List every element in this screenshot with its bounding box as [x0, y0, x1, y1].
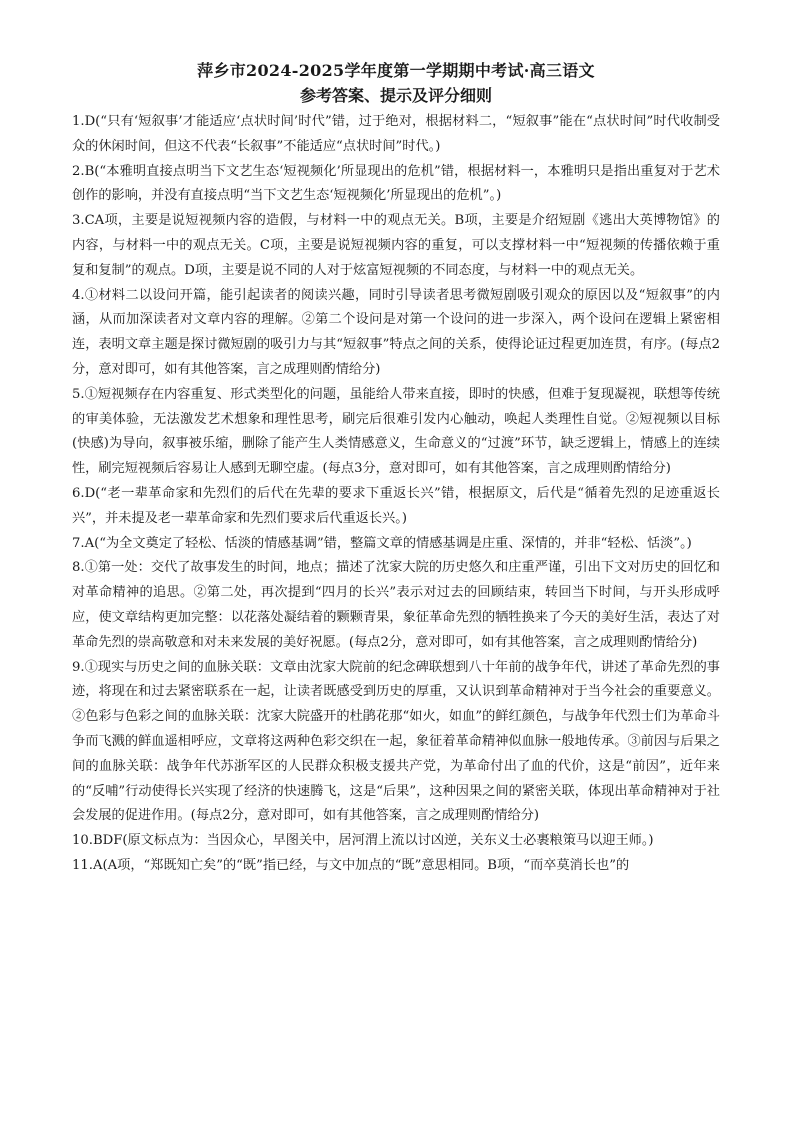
answer-item-8: 8.①第一处：交代了故事发生的时间，地点；描述了沈家大院的历史悠久和庄重严谨，引出下文对历史的回忆和对革命精神的追思。②第二处，再次提到“四月的长兴”表示对过去的回顾结束，转回当下时间，与开头形成呼应，使文章结构更加完整：以花落处凝结着的颗颗青果，象征革命先烈的牺牲换来了今天的美好生活，表达了对革命先烈的崇高敬意和对未来发展的美好祝愿。(每点2分，意对即可，如有其他答案，言之成理则酌情给分) [72, 560, 720, 650]
answer-item-1: 1.D(“只有‘短叙事’才能适应‘点状时间’时代”错，过于绝对，根据材料二，“短叙事”能在“点状时间”时代收制受众的休闲时间，但这不代表“长叙事”不能适应“点状时间”时代。) [72, 114, 720, 154]
answer-item-11: 11.A(A项，“郑既知亡矣”的“既”指已经，与文中加点的“既”意思相同。B项，“而卒莫消长也”的 [72, 857, 630, 873]
answer-item-4: 4.①材料二以设问开篇，能引起读者的阅读兴趣，同时引导读者思考微短剧吸引观众的原因以及“短叙事”的内涵，从而加深读者对文章内容的理解。②第二个设问是对第一个设问的进一步深入，两个设问在逻辑上紧密相连，表明文章主题是探讨微短剧的吸引力与其“短叙事”特点之间的关系，使得论证过程更加连贯，有序。(每点2分，意对即可，如有其他答案，言之成理则酌情给分) [72, 287, 720, 377]
exam-title: 萍乡市2024-2025学年度第一学期期中考试·高三语文 [197, 61, 595, 80]
answer-key-subtitle: 参考答案、提示及评分细则 [299, 86, 492, 105]
answer-key-page [72, 58, 720, 879]
answer-item-7: 7.A(“为全文奠定了轻松、恬淡的情感基调”错，整篇文章的情感基调是庄重、深情的，并非“轻松、恬淡”。) [72, 535, 692, 551]
answer-item-10: 10.BDF(原文标点为：当因众心，早图关中，居河渭上流以讨凶逆，关东义士必裹粮策马以迎王师。) [72, 833, 654, 849]
answer-item-9: 9.①现实与历史之间的血脉关联：文章由沈家大院前的纪念碑联想到八十年前的战争年代，讲述了革命先烈的事迹，将现在和过去紧密联系在一起，让读者既感受到历史的厚重，又认识到革命精神对于当今社会的重要意义。②色彩与色彩之间的血脉关联：沈家大院盛开的杜鹃花那“如火，如血”的鲜红颜色，与战争年代烈士们为革命斗争而飞溅的鲜血遥相呼应，文章将这两种色彩交织在一起，象征着革命精神似血脉一般地传承。③前因与后果之间的血脉关联：战争年代苏浙军区的人民群众积极支援共产党，为革命付出了血的代价，这是“前因”，近年来的“反哺”行动使得长兴实现了经济的快速腾飞，这是“后果”，这种因果之间的紧密关联，体现出革命精神对于社会发展的促进作用。(每点2分，意对即可，如有其他答案，言之成理则酌情给分) [72, 659, 720, 824]
answer-item-6: 6.D(“老一辈革命家和先烈们的后代在先辈的要求下重返长兴”错，根据原文，后代是“循着先烈的足迹重返长兴”，并未提及老一辈革命家和先烈们要求后代重返长兴。) [72, 485, 720, 526]
answer-item-2: 2.B(“本雅明直接点明当下文艺生态‘短视频化’所显现出的危机”错，根据材料一，本雅明只是指出重复对于艺术创作的影响，并没有直接点明“当下文艺生态‘短视频化’所显现出的危机”。) [72, 163, 720, 204]
answer-item-5: 5.①短视频存在内容重复、形式类型化的问题，虽能给人带来直接，即时的快感，但难于复现凝视，联想等传统的审美体验，无法激发艺术想象和理性思考，刷完后很难引发内心触动，唤起人类理性自觉。②短视频以目标(快感)为导向，叙事被乐缩，删除了能产生人类情感意义，生命意义的“过渡”环节，缺乏逻辑上，情感上的连续性，刷完短视频后容易让人感到无聊空虚。(每点3分，意对即可，如有其他答案，言之成理则酌情给分) [72, 386, 720, 477]
answer-list [72, 110, 720, 879]
answer-item-3: 3.CA项，主要是说短视频内容的造假，与材料一中的观点无关。B项，主要是介绍短剧《逃出大英博物馆》的内容，与材料一中的观点无关。C项，主要是说短视频内容的重复，可以支撑材料一中“短视频的传播依赖于重复和复制”的观点。D项，主要是说不同的人对于炫富短视频的不同态度，与材料一中的观点无关。 [72, 213, 720, 278]
